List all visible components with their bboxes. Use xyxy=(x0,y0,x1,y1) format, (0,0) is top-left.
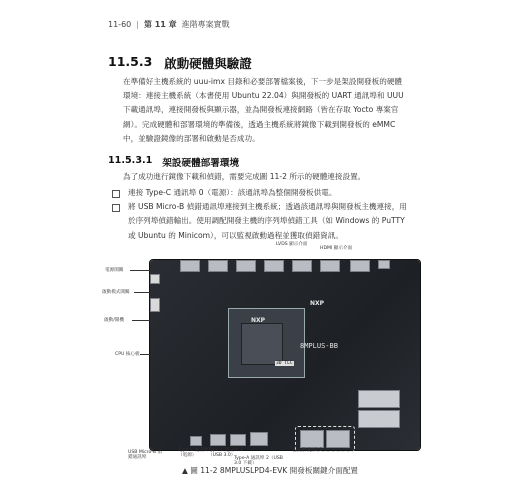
chapter-number: 第 11 章 xyxy=(143,19,177,29)
board-photo xyxy=(150,260,420,450)
top-port xyxy=(180,260,200,272)
board-name: 8MPLUS-BB xyxy=(300,342,338,350)
annotation-typec1: Type-C 通訊埠 1（USB 3.0） xyxy=(208,448,244,458)
typec-port xyxy=(230,434,246,446)
top-port xyxy=(264,260,284,272)
section-heading xyxy=(108,54,252,72)
list-item-text: 連接 Type-C 通訊埠 0（電源）：該通訊埠為整個開發板供電。 xyxy=(128,188,337,197)
cpu-module xyxy=(228,308,305,378)
top-port xyxy=(292,260,312,272)
chip-label: 3D TLC xyxy=(276,361,293,366)
soc-chip xyxy=(241,323,283,365)
boot-switch xyxy=(150,298,160,312)
section-paragraph: 在準備好主機系統的 uuu-imx 目錄和必要部署檔案後，下一步是架設開發板的硬體環境：連接主機系統（本書使用 Ubuntu 22.04）與開發板的 UART 通訊埠和 UUU 下載通訊埠，連接開發板與顯示器，並為開發板連接網路（皆在存取 Yocto 專案官網）。完成硬體和部署環境的準備後，透過主機系統將鏡像下載到開發板的 eMMC 中，並驗證鏡像的部署和啟動是否成功。 xyxy=(123,77,404,143)
top-port xyxy=(236,260,256,272)
page-header xyxy=(108,16,408,32)
hdmi-port xyxy=(378,260,390,269)
figure-caption: ▲ 圖 11-2 8MPLUSLPD4-EVK 開發板關鍵介面配置 xyxy=(181,466,359,475)
annotation-power-switch: 電源開關 xyxy=(105,268,124,273)
page-number: 11-60 xyxy=(108,19,132,29)
nxp-logo-text: NXP xyxy=(251,317,266,324)
annotation-boot-button: 啟動/開機 xyxy=(104,318,124,323)
typec-port xyxy=(210,434,226,446)
annotation-lvds: LVDS 顯示介面 xyxy=(276,242,308,247)
annotation-typec0: Type-C 通訊埠 0（電源） xyxy=(178,448,214,458)
callout-line xyxy=(132,320,150,321)
annotation-cpu: CPU 核心板 xyxy=(115,352,140,357)
typea-port xyxy=(250,432,268,446)
top-port xyxy=(208,260,228,272)
lvds-port xyxy=(350,260,370,272)
list-item xyxy=(112,186,412,200)
annotation-boot-mode: 啟動模式開關 xyxy=(102,290,130,295)
header-separator: | xyxy=(136,19,139,29)
db9-port xyxy=(358,410,400,428)
lvds-port xyxy=(320,260,340,272)
bullet-list xyxy=(112,186,412,243)
subsection-title: 架設硬體部署環境 xyxy=(162,158,240,169)
power-switch xyxy=(150,274,160,284)
annotation-ethernet: 乙太網 RJ45-2 xyxy=(292,448,323,453)
db9-port xyxy=(358,390,400,408)
annotation-typea: Type-A 通訊埠 2（USB 3.0 下載） xyxy=(234,456,283,466)
annotation-usb-micro-b: USB Micro-B 偵錯通訊埠 xyxy=(128,450,163,460)
callout-line xyxy=(134,292,150,293)
annotation-hdmi: HDMI 顯示介面 xyxy=(320,246,353,251)
usb-micro-b-port xyxy=(190,436,202,446)
subsection-number: 11.5.3.1 xyxy=(108,155,153,166)
callout-line xyxy=(130,270,150,271)
subsection-heading xyxy=(108,155,239,169)
list-item xyxy=(112,200,412,243)
section-number: 11.5.3 xyxy=(108,54,153,69)
list-item-text: 將 USB Micro-B 偵錯通訊埠連接到主機系統；透過該通訊埠與開發板主機連接，用於序列埠偵錯輸出。使用調配開發主機的序列埠偵錯工具（如 Windows 的 PuTTY 或 Ubuntu 的 Minicom），可以監視啟動過程並獲取偵錯資訊。 xyxy=(128,202,407,240)
section-title: 啟動硬體與驗證 xyxy=(164,56,252,71)
callout-line xyxy=(140,354,150,355)
nxp-logo-text: NXP xyxy=(310,300,325,307)
checkbox-icon xyxy=(112,204,120,212)
board-figure xyxy=(80,240,460,475)
checkbox-icon xyxy=(112,190,120,198)
chapter-title: 進階專案實戰 xyxy=(181,19,230,29)
subsection-paragraph: 為了成功進行鏡像下載和偵錯，需要完成圖 11-2 所示的硬體連接設置。 xyxy=(123,172,366,181)
